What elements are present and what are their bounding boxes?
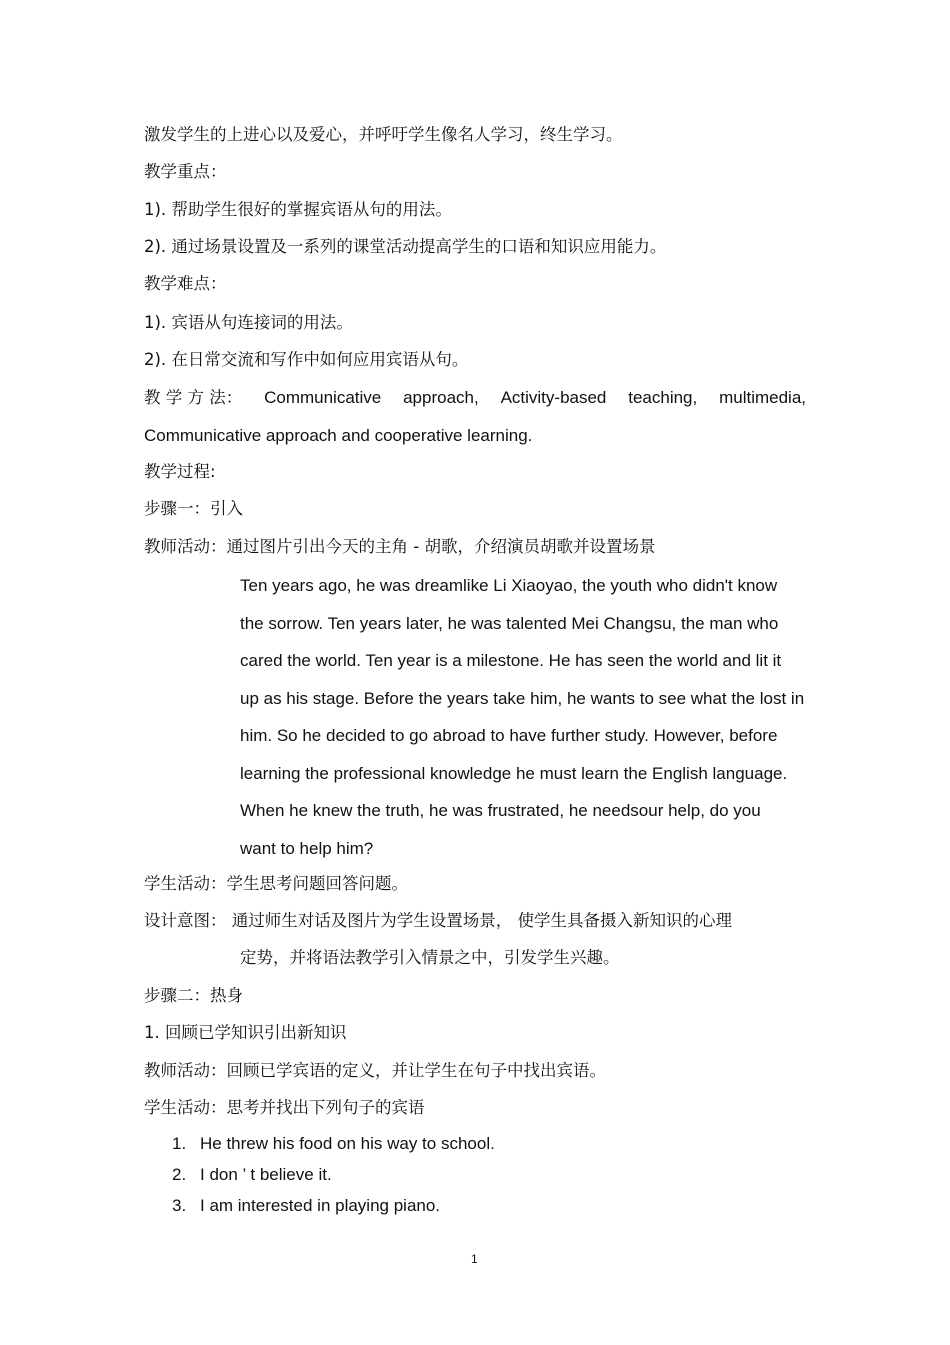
list-item	[172, 1195, 495, 1226]
step1-story	[240, 567, 840, 867]
step1-design-intent: 设计意图： 通过师生对话及图片为学生设置场景， 使学生具备摄入新知识的心理	[144, 911, 732, 930]
method-part-4: teaching,	[628, 388, 698, 407]
difficulty-item-2: 2). 在日常交流和写作中如何应用宾语从句。	[144, 350, 469, 369]
story-line: When he knew the truth, he was frustrated, he needsour help, do you	[240, 801, 761, 820]
focus-item-2: 2). 通过场景设置及一系列的课堂活动提高学生的口语和知识应用能力。	[144, 237, 667, 256]
story-line: the sorrow. Ten years later, he was talented Mei Changsu, the man who	[240, 613, 779, 633]
method-line-1	[144, 387, 806, 409]
story-line: learning the professional knowledge he must learn the English language.	[240, 763, 788, 783]
list-number: 2.	[172, 1165, 187, 1184]
method-part-3: Activity-based	[500, 388, 607, 407]
step1-student-activity: 学生活动：学生思考问题回答问题。	[144, 874, 408, 893]
step1-design-intent-cont: 定势，并将语法教学引入情景之中，引发学生兴趣。	[240, 948, 620, 967]
method-part-5: multimedia,	[719, 388, 806, 407]
process-heading: 教学过程:	[144, 462, 216, 481]
list-text: He threw his food on his way to school.	[200, 1134, 495, 1153]
step2-teacher-activity: 教师活动：回顾已学宾语的定义，并让学生在句子中找出宾语。	[144, 1061, 606, 1080]
story-line: Ten years ago, he was dreamlike Li Xiaoyao, the youth who didn't know	[240, 576, 778, 595]
list-number: 1.	[172, 1134, 187, 1153]
list-item	[172, 1133, 495, 1164]
focus-heading: 教学重点：	[144, 162, 227, 181]
difficulty-heading: 教学难点：	[144, 274, 227, 293]
list-number: 3.	[172, 1196, 187, 1215]
method-label: 教 学 方 法：	[144, 388, 243, 407]
story-line: him. So he decided to go abroad to have further study. However, before	[240, 726, 778, 745]
story-line: cared the world. Ten year is a milestone. He has seen the world and lit it	[240, 651, 782, 670]
step2-sub: 1. 回顾已学知识引出新知识	[144, 1023, 347, 1042]
story-line: up as his stage. Before the years take him, he wants to see what the lost in	[240, 688, 805, 708]
step1-teacher-activity: 教师活动：通过图片引出今天的主角 - 胡歌，介绍演员胡歌并设置场景	[144, 537, 656, 556]
intro-line: 激发学生的上进心以及爱心，并呼吁学生像名人学习，终生学习。	[144, 125, 623, 144]
list-text: I am interested in playing piano.	[200, 1196, 441, 1215]
list-text: I don ’ t believe it.	[200, 1165, 332, 1184]
method-line-2: Communicative approach and cooperative learning.	[144, 426, 533, 445]
list-item	[172, 1164, 495, 1195]
step1-title: 步骤一：引入	[144, 499, 243, 518]
method-part-1: Communicative	[264, 388, 382, 407]
focus-item-1: 1). 帮助学生很好的掌握宾语从句的用法。	[144, 200, 452, 219]
story-line: want to help him?	[240, 838, 374, 858]
step2-title: 步骤二：热身	[144, 986, 243, 1005]
page-number: 1	[471, 1252, 478, 1266]
step2-student-activity: 学生活动：思考并找出下列句子的宾语	[144, 1098, 425, 1117]
method-part-2: approach,	[403, 388, 479, 407]
sentence-list	[172, 1133, 495, 1226]
difficulty-item-1: 1). 宾语从句连接词的用法。	[144, 313, 353, 332]
